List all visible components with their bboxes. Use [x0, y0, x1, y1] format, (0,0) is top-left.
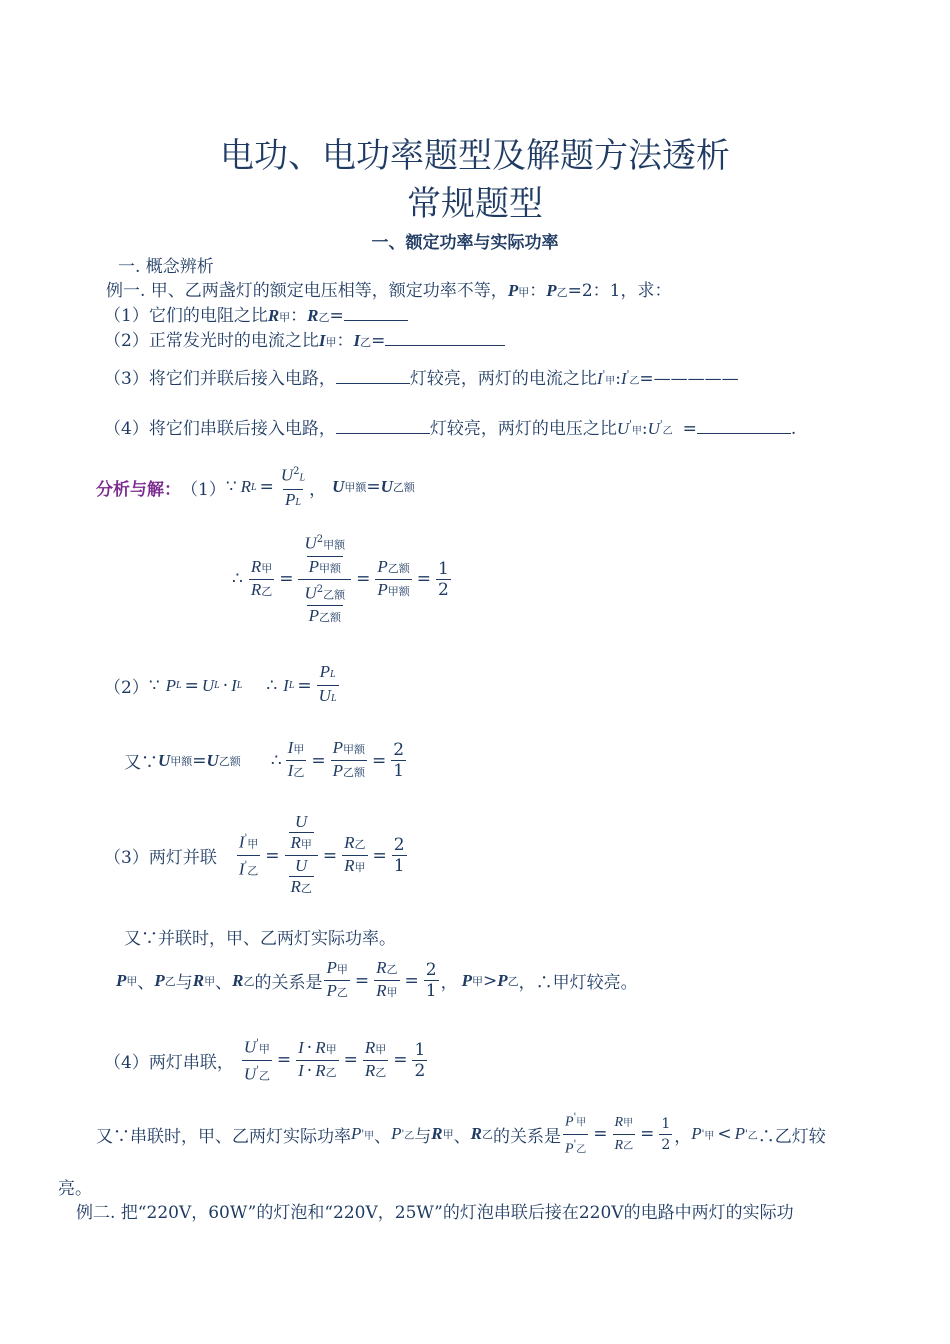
analysis-part1-result: ∴ $\frac{\text{R甲}}{\text{R乙}}$ = $\frac{\frac{U^2甲额}{\text{P甲额}}}{\frac{U^2乙额}{\text{P乙额}}}$ = $\frac{\text{P乙额}}{\text{P甲额}}$ = $\frac{1}{2}$ [232, 530, 453, 628]
analysis-part1-given: 分析与解： （1） ∵ R L = $\frac{U^2L}{PL}$ ， U 甲额 = U 乙额 [96, 462, 415, 513]
answer-blank-3a[interactable] [336, 369, 410, 384]
question-2: （2）正常发光时的电流之比I甲：I乙= [104, 326, 505, 351]
analysis-part3-formula: （3）两灯并联 $\frac{I'甲}{I'乙}$ = $\frac{\frac{U}{\text{R甲}}}{\frac{U}{\text{R乙}}}$ = $\frac{\text{R乙}}{\text{R甲}}$ = $\frac{2}{1}$ [104, 812, 409, 899]
question-1: （1）它们的电阻之比R甲：R乙= [104, 301, 408, 326]
analysis-part4-wrap: 亮。 [58, 1179, 92, 1199]
analysis-part4-conclusion: 又∵串联时，甲、乙两灯实际功率 P ' 甲 、 P ' 乙 与 R 甲 、 R 乙 的关系是 $\frac{P'甲}{P'乙}$ = $\frac{\text{R甲}}{\text{R乙}}$ = $\frac{1}{2}$ ， P ' 甲 < P ' 乙 ∴乙灯较 [96, 1108, 826, 1160]
analysis-part4-formula: （4）两灯串联， $\frac{U'甲}{U'乙}$ = $\frac{\text{I · R甲}}{\text{I · R乙}}$ = $\frac{\text{R甲}}{\text{R乙}}$ = $\frac{1}{2}$ [104, 1034, 429, 1086]
answer-blank-2[interactable] [385, 331, 505, 346]
subsection-heading: 一. 概念辨析 [118, 257, 214, 277]
example2-text: 例二. 把“220V，60W”的灯泡和“220V，25W”的灯泡串联后接在220V的电路中两灯的实际功 [76, 1203, 794, 1223]
example1-intro: 例一. 甲、乙两盏灯的额定电压相等，额定功率不等，P甲：P乙=2：1，求： [106, 281, 672, 301]
question-3: （3）将它们并联后接入电路， 灯较亮，两灯的电流之比I'甲:I'乙=————— [104, 369, 739, 389]
answer-blank-1[interactable] [344, 306, 408, 321]
analysis-part3-conclusion: P 甲 、 P 乙 与 R 甲 、 R 乙 的关系是 $\frac{\text{P甲}}{\text{P乙}}$ = $\frac{\text{R乙}}{\text{R甲}}$ = $\frac{2}{1}$ ， P 甲 > P 乙 ， ∴甲灯较亮。 [116, 958, 638, 1001]
answer-blank-4b[interactable] [697, 419, 791, 434]
analysis-part3-note: 又∵并联时，甲、乙两灯实际功率。 [124, 929, 396, 949]
answer-blank-4a[interactable] [336, 419, 430, 434]
question-4: （4）将它们串联后接入电路， 灯较亮，两灯的电压之比U'甲:U'乙 = . [104, 419, 797, 439]
section-heading: 一、额定功率与实际功率 [371, 233, 559, 253]
analysis-part2-formula: （2） ∵ P L = U L · I L ∴ I L = $\frac{PL}{UL}$ [104, 662, 341, 709]
page-subtitle: 常规题型 [407, 184, 543, 224]
analysis-label: 分析与解： [96, 479, 181, 500]
analysis-part2-result: 又∵ U 甲额 = U 乙额 ∴ $\frac{\text{I甲}}{\text{I乙}}$ = $\frac{\text{P甲额}}{\text{P乙额}}$ = $\frac{2}{1}$ [124, 738, 405, 781]
page-title: 电功、电功率题型及解题方法透析 [220, 136, 730, 176]
